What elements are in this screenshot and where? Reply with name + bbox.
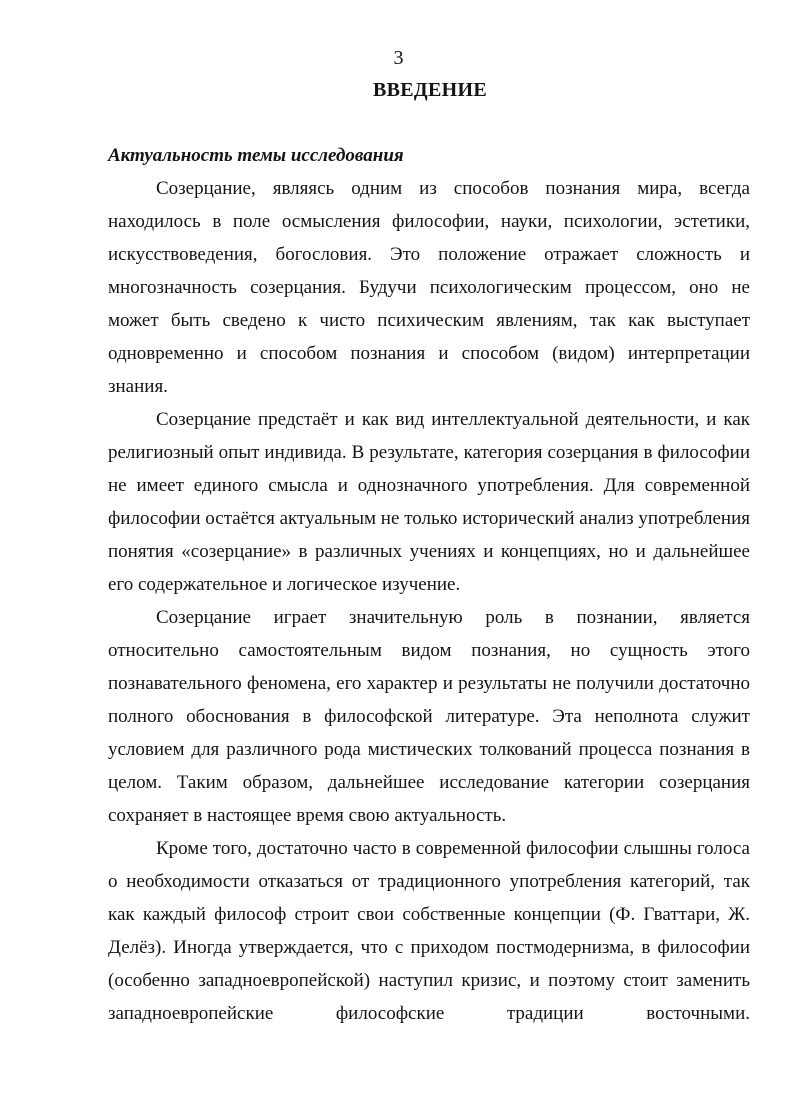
paragraph-2: Созерцание предстаёт и как вид интеллектуальной деятельности, и как религиозный опыт индивида. В результате, категория созерцания в философии не имеет единого смысла и однозначного употребления. Для современной философии остаётся актуальным не только исторический анализ употребления понятия «созерцание» в различных учениях и концепциях, но и дальнейшее его содержательное и логическое изучение. xyxy=(108,409,750,595)
section-heading: Актуальность темы исследования xyxy=(108,145,404,166)
page-number: 3 xyxy=(393,47,404,69)
paragraph-1: Созерцание, являясь одним из способов познания мира, всегда находилось в поле осмысления философии, науки, психологии, эстетики, искусствоведения, богословия. Это положение отражает сложность и многозначность созерцания. Будучи психологическим процессом, оно не может быть сведено к чисто психическим явлениям, так как выступает одновременно и способом познания и способом (видом) интерпретации знания. xyxy=(108,178,750,397)
page-title: ВВЕДЕНИЕ xyxy=(373,79,487,101)
body-text xyxy=(108,172,750,1030)
paragraph-4: Кроме того, достаточно часто в современной философии слышны голоса о необходимости отказаться от традиционного употребления категорий, так как каждый философ строит свои собственные концепции (Ф. Гваттари, Ж. Делёз). Иногда утверждается, что с приходом постмодернизма, в философии (особенно западноевропейской) наступил кризис, и поэтому стоит заменить западноевропейские философские традиции восточными. xyxy=(108,838,750,1024)
paragraph-3: Созерцание играет значительную роль в познании, является относительно самостоятельным видом познания, но сущность этого познавательного феномена, его характер и результаты не получили достаточно полного обоснования в философской литературе. Эта неполнота служит условием для различного рода мистических толкований процесса познания в целом. Таким образом, дальнейшее исследование категории созерцания сохраняет в настоящее время свою актуальность. xyxy=(108,607,750,826)
